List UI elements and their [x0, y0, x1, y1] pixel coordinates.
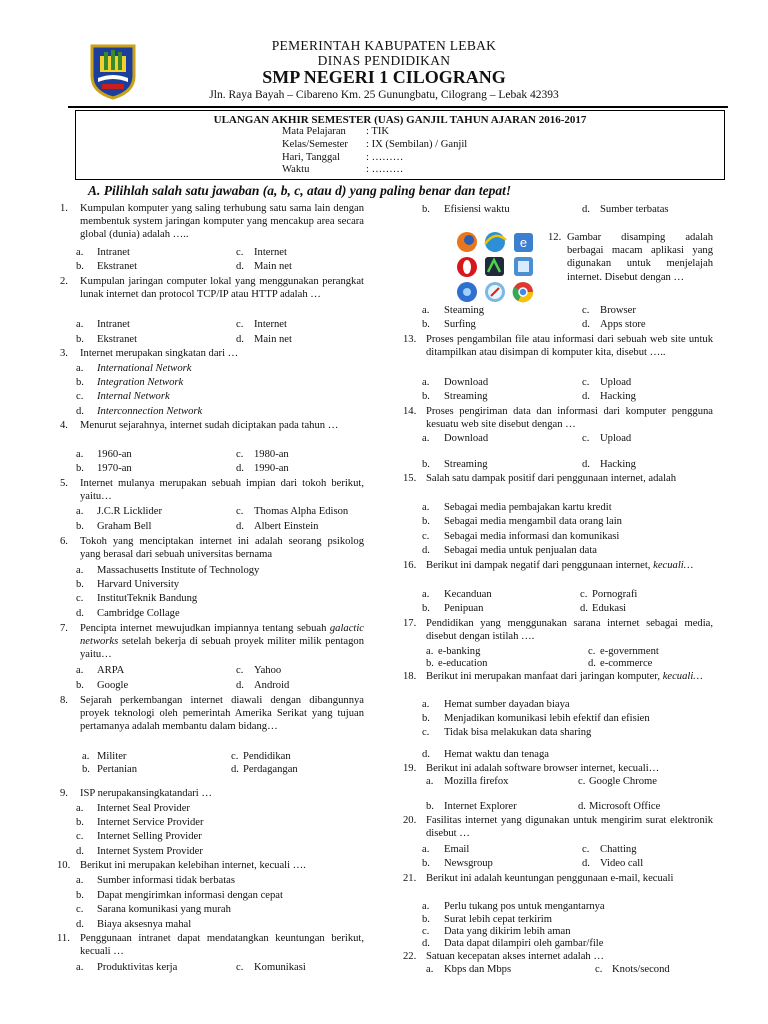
chrome-icon: [513, 282, 533, 302]
q8-d[interactable]: Perdagangan: [243, 764, 298, 775]
q16-c-letter: c.: [580, 589, 588, 600]
q2-b-letter: b.: [76, 334, 84, 345]
q10-c[interactable]: Sarana komunikasi yang murah: [97, 904, 231, 915]
q12-text: Gambar disamping adalah berbagai macam aplikasi yang digunakan untuk menjelajah internet. Disebut dengan …: [567, 232, 713, 283]
q19-d-letter: d.: [578, 801, 586, 812]
q9-a-letter: a.: [76, 803, 84, 814]
q15-d-letter: d.: [422, 545, 430, 556]
q11-d-letter: d.: [582, 204, 590, 215]
q3-a[interactable]: International Network: [97, 363, 192, 374]
q12-a-letter: a.: [422, 305, 430, 316]
ie-blue-icon: [514, 233, 533, 252]
q1-text: Kumpulan komputer yang saling terhubung satu sama lain dengan membentuk system jaringan komputer yang mencakup area secara global (dunia) adalah …..: [80, 203, 364, 241]
q7-d[interactable]: Android: [254, 680, 290, 691]
q4-d-letter: d.: [236, 463, 244, 474]
q14-text: Proses pengiriman data dan informasi dari komputer pengguna kesuatu web site disebut dengan …: [426, 406, 713, 431]
q17-a[interactable]: e-banking: [438, 646, 481, 657]
opera-icon: [457, 257, 477, 277]
q6-c[interactable]: InstitutTeknik Bandung: [97, 593, 198, 604]
q16-a-letter: a.: [422, 589, 430, 600]
q9-c-letter: c.: [76, 831, 84, 842]
q22-a[interactable]: Kbps dan Mbps: [444, 964, 512, 975]
q4-c[interactable]: 1980-an: [254, 449, 289, 460]
q21-c[interactable]: Data yang dikirim lebih aman: [444, 926, 571, 937]
q21-d[interactable]: Data dapat dilampiri oleh gambar/file: [444, 938, 604, 949]
q7-number: 7.: [60, 623, 68, 634]
q2-c-letter: c.: [236, 319, 244, 330]
q11-b-letter: b.: [422, 204, 430, 215]
q3-d-letter: d.: [76, 406, 84, 417]
q10-d[interactable]: Biaya aksesnya mahal: [97, 919, 192, 930]
q3-c[interactable]: Internal Network: [97, 391, 170, 402]
q6-d[interactable]: Cambridge Collage: [97, 608, 180, 619]
q3-a-letter: a.: [76, 363, 84, 374]
q19-d[interactable]: Microsoft Office: [589, 801, 661, 812]
q19-text: Berikut ini adalah software browser internet, kecuali…: [426, 763, 660, 774]
q21-a[interactable]: Perlu tukang pos untuk mengantarnya: [444, 901, 605, 912]
q1-number: 1.: [60, 203, 68, 214]
q21-a-letter: a.: [422, 901, 430, 912]
q4-number: 4.: [60, 420, 68, 431]
q17-number: 17.: [403, 618, 417, 629]
q10-d-letter: d.: [76, 919, 84, 930]
q13-c[interactable]: Upload: [600, 377, 632, 388]
q9-number: 9.: [60, 788, 68, 799]
q7-text: [80, 622, 364, 662]
q18-c[interactable]: Tidak bisa melakukan data sharing: [444, 727, 592, 738]
q2-c[interactable]: Internet: [254, 319, 287, 330]
q17-c[interactable]: e-government: [600, 646, 659, 657]
q3-b[interactable]: Integration Network: [97, 377, 184, 388]
q5-a[interactable]: J.C.R Licklider: [97, 506, 163, 517]
q6-text: Tokoh yang menciptakan internet ini adalah seorang psikolog yang berasal dari sebuah universitas bernama: [80, 536, 364, 561]
q7-a-letter: a.: [76, 665, 84, 676]
q9-text: ISP nerupakansingkatandari …: [80, 788, 212, 799]
q9-b-letter: b.: [76, 817, 84, 828]
q21-text: Berikut ini adalah keuntungan penggunaan e-mail, kecuali: [426, 873, 674, 884]
q18-b-letter: b.: [422, 713, 430, 724]
q7-b[interactable]: Google: [97, 680, 129, 691]
q13-text: Proses pengambilan file atau informasi dari sebuah web site untuk ditampilkan atau disimpan di komputer kita, disebut …..: [426, 334, 713, 359]
q6-b[interactable]: Harvard University: [97, 579, 180, 590]
q13-c-letter: c.: [582, 377, 590, 388]
q18-a[interactable]: Hemat sumber dayadan biaya: [444, 699, 570, 710]
q20-c[interactable]: Chatting: [600, 844, 637, 855]
q15-c[interactable]: Sebagai media informasi dan komunikasi: [444, 531, 620, 542]
q10-b[interactable]: Dapat mengirimkan informasi dengan cepat: [97, 890, 283, 901]
q14-d[interactable]: Hacking: [600, 459, 636, 470]
exam-row-class-label: Kelas/Semester: [282, 139, 348, 150]
q20-c-letter: c.: [582, 844, 590, 855]
exam-row-time-value: : ………: [366, 164, 404, 175]
q6-a-letter: a.: [76, 565, 84, 576]
q18-text: [426, 670, 713, 683]
q11-b[interactable]: Efisiensi waktu: [444, 204, 510, 215]
q12-c-letter: c.: [582, 305, 590, 316]
q18-b[interactable]: Menjadikan komunikasi lebih efektif dan efisien: [444, 713, 650, 724]
q20-text: Fasilitas internet yang digunakan untuk mengirim surat elektronik disebut …: [426, 815, 713, 840]
q4-a-letter: a.: [76, 449, 84, 460]
q5-text: Internet mulanya merupakan sebuah impian dari tokoh berikut, yaitu…: [80, 478, 364, 503]
q8-c-letter: c.: [231, 751, 239, 762]
q9-a[interactable]: Internet Seal Provider: [97, 803, 190, 814]
q14-c-letter: c.: [582, 433, 590, 444]
q4-d[interactable]: 1990-an: [254, 463, 289, 474]
q13-b[interactable]: Streaming: [444, 391, 488, 402]
q21-b[interactable]: Surat lebih cepat terkirim: [444, 914, 552, 925]
q7-text-part1: Pencipta internet mewujudkan impiannya tentang sebuah: [80, 623, 330, 634]
q6-a[interactable]: Massachusetts Institute of Technology: [97, 565, 260, 576]
school-name: SMP NEGERI 1 CILOGRANG: [262, 67, 506, 87]
dept-title: DINAS PENDIDIKAN: [317, 53, 451, 68]
q10-a[interactable]: Sumber informasi tidak berbatas: [97, 875, 235, 886]
q16-text-except: kecuali…: [653, 560, 694, 571]
q1-b[interactable]: Ekstranet: [97, 261, 138, 272]
q19-number: 19.: [403, 763, 417, 774]
exam-row-date-label: Hari, Tanggal: [282, 152, 340, 163]
q7-c[interactable]: Yahoo: [254, 665, 282, 676]
q18-number: 18.: [403, 671, 417, 682]
q11-a[interactable]: Produktivitas kerja: [97, 962, 178, 973]
q1-d-letter: d.: [236, 261, 244, 272]
q15-c-letter: c.: [422, 531, 430, 542]
q18-a-letter: a.: [422, 699, 430, 710]
q1-c[interactable]: Internet: [254, 247, 287, 258]
q2-text: Kumpulan jaringan computer lokal yang menggunakan perangkat lunak internet dan protocol TCP/IP atau HTTP adalah …: [80, 276, 364, 301]
q5-number: 5.: [60, 478, 68, 489]
q14-a-letter: a.: [422, 433, 430, 444]
q13-b-letter: b.: [422, 391, 430, 402]
q20-d-letter: d.: [582, 858, 590, 869]
q22-a-letter: a.: [426, 964, 434, 975]
q9-d[interactable]: Internet System Provider: [97, 846, 203, 857]
q11-a-letter: a.: [76, 962, 84, 973]
q18-text-except: kecuali…: [662, 671, 703, 682]
q17-b-letter: b.: [426, 658, 434, 669]
q20-a[interactable]: Email: [444, 844, 470, 855]
q16-a[interactable]: Kecanduan: [444, 589, 492, 600]
q12-b-letter: b.: [422, 319, 430, 330]
q18-d[interactable]: Hemat waktu dan tenaga: [444, 749, 550, 760]
q7-text-part3: setelah bekerja di sebuah proyek militer milik pentagon yaitu…: [80, 636, 364, 661]
q12-c[interactable]: Browser: [600, 305, 636, 316]
q15-b[interactable]: Sebagai media mengambil data orang lain: [444, 516, 622, 527]
q20-number: 20.: [403, 815, 417, 826]
q1-b-letter: b.: [76, 261, 84, 272]
q19-b-letter: b.: [426, 801, 434, 812]
netscape-icon: [514, 257, 533, 276]
q8-a[interactable]: Militer: [97, 751, 127, 762]
q14-a[interactable]: Download: [444, 433, 489, 444]
q13-a-letter: a.: [422, 377, 430, 388]
q5-c[interactable]: Thomas Alpha Edison: [254, 506, 349, 517]
q7-d-letter: d.: [236, 680, 244, 691]
q19-c[interactable]: Google Chrome: [589, 776, 657, 787]
q14-b-letter: b.: [422, 459, 430, 470]
q4-b[interactable]: 1970-an: [97, 463, 132, 474]
q8-text: Sejarah perkembangan internet diawali dengan dibangunnya proyek teknologi oleh pemerintah Amerika Serikat yang tujuan pertamanya adalah membantu dalam bidang…: [80, 695, 364, 733]
q4-c-letter: c.: [236, 449, 244, 460]
q14-b[interactable]: Streaming: [444, 459, 488, 470]
q19-c-letter: c.: [578, 776, 586, 787]
q22-c-letter: c.: [595, 964, 603, 975]
q2-d-letter: d.: [236, 334, 244, 345]
q2-d[interactable]: Main net: [254, 334, 292, 345]
q20-a-letter: a.: [422, 844, 430, 855]
q7-c-letter: c.: [236, 665, 244, 676]
q5-b[interactable]: Graham Bell: [97, 521, 152, 532]
q15-d[interactable]: Sebagai media untuk penjualan data: [444, 545, 597, 556]
q16-number: 16.: [403, 560, 417, 571]
q16-b[interactable]: Penipuan: [444, 603, 484, 614]
q11-c[interactable]: Komunikasi: [254, 962, 306, 973]
exam-row-class-value: : IX (Sembilan) / Ganjil: [366, 139, 468, 150]
firefox-icon: [457, 232, 477, 252]
q4-b-letter: b.: [76, 463, 84, 474]
header-divider: [68, 106, 728, 108]
q22-number: 22.: [403, 951, 417, 962]
svg-text:e: e: [519, 235, 528, 250]
q11-d[interactable]: Sumber terbatas: [600, 204, 669, 215]
q13-a[interactable]: Download: [444, 377, 489, 388]
q17-b[interactable]: e-education: [438, 658, 488, 669]
q6-b-letter: b.: [76, 579, 84, 590]
q3-number: 3.: [60, 348, 68, 359]
q8-number: 8.: [60, 695, 68, 706]
q2-a[interactable]: Intranet: [97, 319, 130, 330]
q12-d-letter: d.: [582, 319, 590, 330]
q7-text-italic: galactic networks: [80, 623, 364, 648]
q15-a-letter: a.: [422, 502, 430, 513]
q13-d-letter: d.: [582, 391, 590, 402]
q3-b-letter: b.: [76, 377, 84, 388]
q2-a-letter: a.: [76, 319, 84, 330]
q5-b-letter: b.: [76, 521, 84, 532]
q12-b[interactable]: Surfing: [444, 319, 476, 330]
q16-d-letter: d.: [580, 603, 588, 614]
q8-a-letter: a.: [82, 751, 90, 762]
q12-a[interactable]: Steaming: [444, 305, 485, 316]
q9-c[interactable]: Internet Selling Provider: [97, 831, 202, 842]
q8-d-letter: d.: [231, 764, 239, 775]
q17-d-letter: d.: [588, 658, 596, 669]
q5-d[interactable]: Albert Einstein: [254, 521, 319, 532]
q20-d[interactable]: Video call: [600, 858, 644, 869]
q21-b-letter: b.: [422, 914, 430, 925]
q13-d[interactable]: Hacking: [600, 391, 636, 402]
q15-a[interactable]: Sebagai media pembajakan kartu kredit: [444, 502, 612, 513]
q2-number: 2.: [60, 276, 68, 287]
q3-text: Internet merupakan singkatan dari …: [80, 348, 239, 359]
q20-b[interactable]: Newsgroup: [444, 858, 493, 869]
q10-text: Berikut ini merupakan kelebihan internet, kecuali ….: [80, 860, 306, 871]
q17-d[interactable]: e-commerce: [600, 658, 653, 669]
exam-title: ULANGAN AKHIR SEMESTER (UAS) GANJIL TAHUN AJARAN 2016-2017: [213, 114, 587, 126]
q8-c[interactable]: Pendidikan: [243, 751, 291, 762]
q19-b[interactable]: Internet Explorer: [444, 801, 517, 812]
q9-d-letter: d.: [76, 846, 84, 857]
q12-number: 12.: [548, 232, 562, 243]
q5-a-letter: a.: [76, 506, 84, 517]
q9-b[interactable]: Internet Service Provider: [97, 817, 204, 828]
q10-b-letter: b.: [76, 890, 84, 901]
q6-number: 6.: [60, 536, 68, 547]
q14-c[interactable]: Upload: [600, 433, 632, 444]
q14-d-letter: d.: [582, 459, 590, 470]
q18-text-main: Berikut ini merupakan manfaat dari jaringan komputer,: [426, 671, 661, 682]
exam-row-time-label: Waktu: [282, 164, 310, 175]
chrome-blue-icon: [457, 282, 477, 302]
q20-b-letter: b.: [422, 858, 430, 869]
q10-a-letter: a.: [76, 875, 84, 886]
q12-d[interactable]: Apps store: [600, 319, 646, 330]
q16-b-letter: b.: [422, 603, 430, 614]
exam-row-subject-value: : TIK: [366, 126, 390, 137]
q8-b[interactable]: Pertanian: [97, 764, 138, 775]
exam-info-box: [75, 110, 725, 180]
q16-d[interactable]: Edukasi: [592, 603, 627, 614]
q16-c[interactable]: Pornografi: [592, 589, 638, 600]
q21-c-letter: c.: [422, 926, 430, 937]
q1-a[interactable]: Intranet: [97, 247, 130, 258]
q15-b-letter: b.: [422, 516, 430, 527]
exam-row-subject-label: Mata Pelajaran: [282, 126, 346, 137]
q11-text: Penggunaan intranet dapat mendatangkan keuntungan berikut, kecuali …: [80, 933, 364, 958]
q18-c-letter: c.: [422, 727, 430, 738]
q4-a[interactable]: 1960-an: [97, 449, 132, 460]
safari-icon: [485, 282, 505, 302]
q3-c-letter: c.: [76, 391, 84, 402]
q5-d-letter: d.: [236, 521, 244, 532]
q4-text: Menurut sejarahnya, internet sudah diciptakan pada tahun …: [80, 420, 339, 431]
q1-d[interactable]: Main net: [254, 261, 292, 272]
q11-number: 11.: [57, 933, 70, 944]
q16-text: [426, 559, 713, 572]
q11-c-letter: c.: [236, 962, 244, 973]
q19-a-letter: a.: [426, 776, 434, 787]
q5-c-letter: c.: [236, 506, 244, 517]
exam-row-date-value: : ………: [366, 152, 404, 163]
section-instruction: A. Pilihlah salah satu jawaban (a, b, c, atau d) yang paling benar dan tepat!: [88, 183, 512, 198]
q6-d-letter: d.: [76, 608, 84, 619]
q19-a[interactable]: Mozilla firefox: [444, 776, 509, 787]
school-address: Jln. Raya Bayah – Cibareno Km. 25 Gunungbatu, Cilograng – Lebak 42393: [209, 89, 559, 101]
maxthon-icon: [485, 257, 504, 276]
q2-b[interactable]: Ekstranet: [97, 334, 138, 345]
q18-d-letter: d.: [422, 749, 430, 760]
q21-d-letter: d.: [422, 938, 430, 949]
q22-text: Satuan kecepatan akses internet adalah …: [426, 951, 604, 962]
q7-b-letter: b.: [76, 680, 84, 691]
q17-text: Pendidikan yang menggunakan sarana internet sebagai media, disebut dengan istilah ….: [426, 618, 713, 643]
q6-c-letter: c.: [76, 593, 84, 604]
ie-icon: [485, 232, 506, 252]
q13-number: 13.: [403, 334, 417, 345]
q14-number: 14.: [403, 406, 417, 417]
q16-text-main: Berikut ini dampak negatif dari penggunaan internet,: [426, 560, 651, 571]
q7-a[interactable]: ARPA: [97, 665, 125, 676]
q22-c[interactable]: Knots/second: [612, 964, 670, 975]
q17-c-letter: c.: [588, 646, 596, 657]
q15-number: 15.: [403, 473, 417, 484]
browser-icons-image: [454, 230, 539, 304]
q15-text: Salah satu dampak positif dari penggunaan internet, adalah: [426, 473, 677, 484]
q17-a-letter: a.: [426, 646, 434, 657]
q10-c-letter: c.: [76, 904, 84, 915]
q10-number: 10.: [57, 860, 71, 871]
gov-title: PEMERINTAH KABUPATEN LEBAK: [271, 38, 497, 53]
q1-a-letter: a.: [76, 247, 84, 258]
q8-b-letter: b.: [82, 764, 90, 775]
q1-c-letter: c.: [236, 247, 244, 258]
q21-number: 21.: [403, 873, 417, 884]
q3-d[interactable]: Interconnection Network: [97, 406, 203, 417]
